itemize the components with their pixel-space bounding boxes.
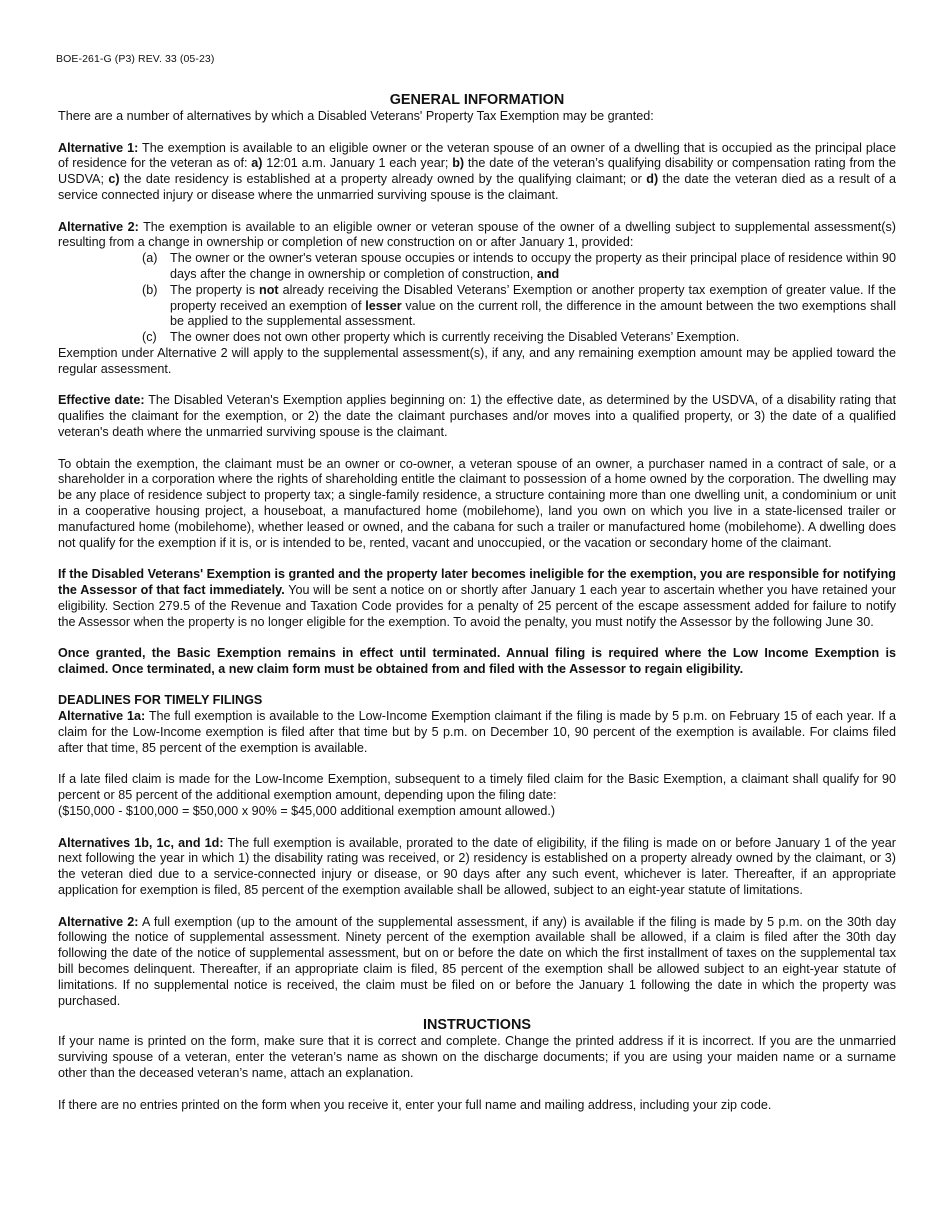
late-filed-paragraph: If a late filed claim is made for the Low-Income Exemption, subsequent to a timely filed claim for the Basic Exemption, a claimant shall qualify for 90 percent or 85 percent of the additional exemption amount, depending upon the filing date: bbox=[58, 772, 896, 803]
instructions-heading: INSTRUCTIONS bbox=[423, 1017, 531, 1034]
alternative-2-paragraph: Alternative 2: The exemption is available to an eligible owner or veteran spouse of the owner of a dwelling subject to supplemental assessment(s) resulting from a change in ownership or completion of new construction on or after January 1, provided: bbox=[58, 219, 896, 250]
instructions-paragraph-2: If there are no entries printed on the form when you receive it, enter your full name and mailing address, including your zip code. bbox=[58, 1097, 772, 1112]
ineligible-paragraph: If the Disabled Veterans' Exemption is granted and the property later becomes ineligible for the exemption, you are responsible for notifying the Assessor of that fact immediately. You will be sent a notice on or shortly after January 1 each year to ascertain whether you have retained your eligibility. Section 279.5 of the Revenue and Taxation Code provides for a penalty of 25 percent of the escape assessment added for failure to notify the Assessor when the property is no longer eligible for the exemption. To avoid the penalty, you must notify the Assessor by the following June 30. bbox=[58, 567, 896, 629]
alternative-1-paragraph: Alternative 1: The exemption is available to an eligible owner or the veteran spouse of an owner of a dwelling that is occupied as the principal place of residence for the veteran as of: a) 12:01 a.m. January 1 each year; b) the date of the veteran’s qualifying disability or compensation rating from the USDVA; c) the date residency is established at a property already owned by the qualifying claimant; or d) the date the veteran died as a result of a service connected injury or disease where the unmarried surviving spouse is the claimant. bbox=[58, 140, 896, 202]
obtain-exemption-paragraph: To obtain the exemption, the claimant must be an owner or co-owner, a veteran spouse of an owner, a purchaser named in a contract of sale, or a shareholder in a corporation where the rights of shareholding entitle the claimant to possession of a home owned by the corporation. The dwelling may be any place of residence subject to property tax; a single-family residence, a structure containing more than one dwelling unit, a condominium or unit in a cooperative housing project, a houseboat, a manufactured home (mobilehome), land you own on which you live in a state-licensed trailer or manufactured home (mobilehome), whether leased or owned, and the cabana for such a trailer or manufactured home (mobilehome). A dwelling does not qualify for the exemption if it is, or is intended to be, rented, vacant and unoccupied, or the vacation or secondary home of the claimant. bbox=[58, 456, 896, 550]
effective-date-paragraph: Effective date: The Disabled Veteran's Exemption applies beginning on: 1) the effective date, as determined by the USDVA, of a disability rating that qualifies the claimant for the exemption, or 2) the date the claimant purchases and/or moves into a qualified property, or 3) the date of a qualified veteran's death where the unmarried surviving spouse is the claimant. bbox=[58, 393, 896, 439]
list-marker: (a) bbox=[142, 251, 158, 266]
list-item: (a) The owner or the owner's veteran spouse occupies or intends to occupy the property as their principal place of residence within 90 days after the change in ownership or completion of construction, and bbox=[142, 251, 896, 281]
alternative-2-label: Alternative 2: bbox=[58, 219, 139, 234]
deadlines-heading: DEADLINES FOR TIMELY FILINGS bbox=[58, 693, 263, 708]
alternatives-1bcd-paragraph: Alternatives 1b, 1c, and 1d: The full exemption is available, prorated to the date of eligibility, if the filing is made on or before January 1 of the year next following the year in which 1) the disability rating was received, or 2) residency is established on a property already owned by the claimant, or 3) the veteran died due to a service-connected injury or disease, or 90 days after any such event, whichever is later. Thereafter, if an appropriate application for exemption is filed, 85 percent of the exemption available shall be allowed, subject to an eight-year statute of limitations. bbox=[58, 835, 896, 898]
once-granted-paragraph: Once granted, the Basic Exemption remains in effect until terminated. Annual filing is required where the Low Income Exemption is claimed. Once terminated, a new claim form must be obtained from and filed with the Assessor to regain eligibility. bbox=[58, 646, 896, 676]
late-filed-example: ($150,000 - $100,000 = $50,000 x 90% = $45,000 additional exemption amount allowed.) bbox=[58, 804, 556, 819]
instructions-paragraph-1: If your name is printed on the form, make sure that it is correct and complete. Change the printed address if it is incorrect. If you are the unmarried surviving spouse of a veteran, enter the veteran’s name as shown on the discharge documents; if you are using your maiden name or a surname other than the deceased veteran’s name, attach an explanation. bbox=[58, 1034, 896, 1081]
general-intro: There are a number of alternatives by which a Disabled Veterans' Property Tax Exemption may be granted: bbox=[58, 109, 654, 123]
deadline-alternative-2-label: Alternative 2: bbox=[58, 914, 139, 929]
deadline-alternative-2-paragraph: Alternative 2: A full exemption (up to the amount of the supplemental assessment, if any) is available if the filing is made by 5 p.m. on the 30th day following the notice of supplemental assessment. Ninety percent of the exemption available shall be allowed, if a claim is filed after the 30th day following the date of the notice of supplemental assessment, but on or before the date on which the first installment of taxes on the supplemental tax bill becomes delinquent. Thereafter, if an appropriate claim is filed, 85 percent of the exemption shall be allowed subject to an eight-year statute of limitations. If no supplemental notice is received, the claim must be filed on or before the January 1 following the date in which the property was purchased. bbox=[58, 914, 896, 1008]
list-marker: (c) bbox=[142, 330, 157, 345]
document-content bbox=[58, 91, 896, 1113]
alternative-1a-paragraph: Alternative 1a: The full exemption is available to the Low-Income Exemption claimant if the filing is made by 5 p.m. on February 15 of each year. If a claim for the Low-Income exemption is filed after that time but by 5 p.m. on December 10, 90 percent of the exemption is available. For claims filed after that time, 85 percent of the exemption is available. bbox=[58, 709, 896, 755]
list-marker: (b) bbox=[142, 282, 158, 297]
alternative-1-label: Alternative 1: bbox=[58, 140, 139, 155]
alternative-2-after: Exemption under Alternative 2 will apply to the supplemental assessment(s), if any, and any remaining exemption amount may be applied toward the regular assessment. bbox=[58, 345, 896, 376]
effective-date-label: Effective date: bbox=[58, 393, 145, 408]
alternative-2-conditions-list bbox=[58, 251, 896, 346]
form-id: BOE-261-G (P3) REV. 33 (05-23) bbox=[56, 53, 215, 65]
alternatives-1bcd-label: Alternatives 1b, 1c, and 1d: bbox=[58, 835, 224, 850]
list-item: (c) The owner does not own other property which is currently receiving the Disabled Veterans’ Exemption. bbox=[142, 330, 740, 345]
alternative-1a-label: Alternative 1a: bbox=[58, 709, 146, 724]
list-item: (b) The property is not already receiving the Disabled Veterans’ Exemption or another property tax exemption of greater value. If the property received an exemption of lesser value on the current roll, the difference in the amount between the two exemptions shall be applied to the supplemental assessment. bbox=[142, 282, 896, 329]
general-information-heading: GENERAL INFORMATION bbox=[389, 92, 565, 108]
